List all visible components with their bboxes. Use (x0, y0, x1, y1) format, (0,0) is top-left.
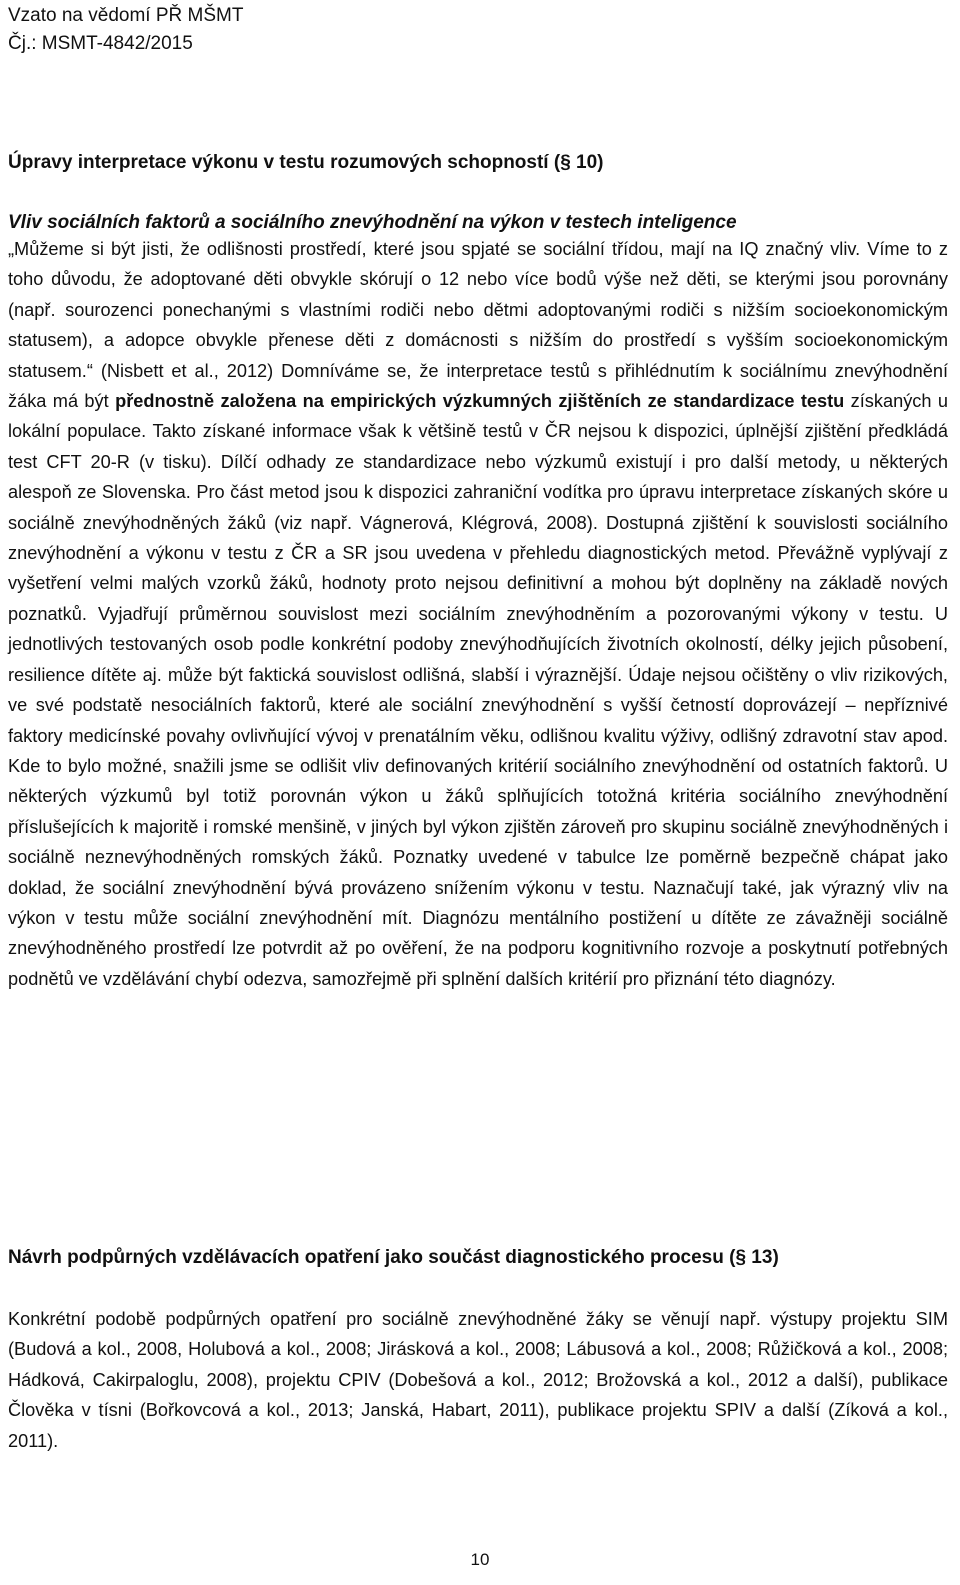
section-title-interpretation: Úpravy interpretace výkonu v testu rozumových schopností (§ 10) (8, 152, 604, 173)
document-header-line1: Vzato na vědomí PŘ MŠMT (8, 5, 244, 26)
page-number: 10 (470, 1550, 490, 1569)
paragraph-text-continued: získaných u lokální populace. Takto získané informace však k většině testů v ČR nejsou k dispozici, úplnější zjištění předkládá test CFT 20-R (v tisku). Dílčí odhady ze standardizace nebo výzkumů existují i pro další metody, u některých alespoň ze Slovenska. Pro část metod jsou k dispozici zahraniční vodítka pro úpravu interpretace získaných skóre u sociálně znevýhodněných žáků (viz např. Vágnerová, Klégrová, 2008). Dostupná zjištění k souvislosti sociálního znevýhodnění a výkonu v testu z ČR a SR jsou uvedena v přehledu diagnostických metod. Převážně vyplývají z vyšetření velmi malých vzorků žáků, hodnoty proto nejsou definitivní a mohou být doplněny na základě nových poznatků. Vyjadřují průměrnou souvislost mezi sociálním znevýhodněním a pozorovanými výkony v testu. U jednotlivých testovaných osob podle konkrétní podoby znevýhodňujících životních okolností, délky jejich působení, resilience dítěte aj. může být faktická souvislost odlišná, slabší i výraznější. Údaje nejsou očištěny o vliv rizikových, ve své podstatě nesociálních faktorů, které ale sociální znevýhodnění s vyšší četností doprovázejí – nepříznivé faktory medicínské povahy ovlivňující vývoj v prenatálním věku, odlišnou kvalitu výživy, odlišný zdravotní stav apod. Kde to bylo možné, snažili jsme se odlišit vliv definovaných kritérií sociálního znevýhodnění od ostatních faktorů. U některých výzkumů byl totiž porovnán výkon u žáků splňujících totožná kritéria sociálního znevýhodnění příslušejících k majoritě i romské menšině, v jiných byl výkon zjištěn zároveň pro skupinu sociálně znevýhodněných i sociálně neznevýhodněných romských žáků. Poznatky uvedené v tabulce lze poměrně bezpečně chápat jako doklad, že sociální znevýhodnění bývá provázeno snížením výkonu v testu. Naznačují také, jak výrazný vliv na výkon v testu může sociální znevýhodnění mít. Diagnózu mentálního postižení u dítěte ze závažněji sociálně znevýhodněného prostředí lze potvrdit až po ověření, že na podporu kognitivního rozvoje a poskytnutí potřebných podnětů ve vzdělávání chybí odezva, samozřejmě při splnění dalších kritérií pro přiznání této diagnózy. (8, 391, 949, 989)
section-subtitle: Vliv sociálních faktorů a sociálního znevýhodnění na výkon v testech inteligence (8, 212, 737, 233)
body-paragraph-1 (8, 234, 948, 994)
body-paragraph-2: Konkrétní podobě podpůrných opatření pro sociálně znevýhodněné žáky se věnují např. výstupy projektu SIM (Budová a kol., 2008, Holubová a kol., 2008; Jirásková a kol., 2008; Lábusová a kol., 2008; Růžičková a kol., 2008; Hádková, Cakirpaloglu, 2008), projektu CPIV (Dobešová a kol., 2012; Brožovská a kol., 2012 a další), publikace Člověka v tísni (Bořkovcová a kol., 2013; Janská, Habart, 2011), publikace projektu SPIV a další (Zíková a kol., 2011). (8, 1309, 948, 1451)
bold-emphasis: přednostně založena na empirických výzkumných zjištěních ze standardizace testu (115, 391, 845, 412)
paragraph-text: „Můžeme si být jisti, že odlišnosti prostředí, které jsou spjaté se sociální třídou, mají na IQ značný vliv. Víme to z toho důvodu, že adoptované děti obvykle skórují o 12 nebo více bodů výše než děti, se kterými jsou porovnány (např. sourozenci ponechanými s vlastními rodiči nebo dětmi adoptovanými rodiči s nižším socioekonomickým statusem), a adopce obvykle přenese děti z domácnosti s nižším do prostředí s vyšším socioekonomickým statusem.“ (Nisbett et al., 2012) Domníváme se, že interpretace testů s přihlédnutím k sociálnímu znevýhodnění žáka má být (8, 239, 948, 412)
section-title-support-measures: Návrh podpůrných vzdělávacích opatření jako součást diagnostického procesu (§ 13) (8, 1247, 779, 1268)
document-header-line2: Čj.: MSMT-4842/2015 (8, 33, 193, 54)
